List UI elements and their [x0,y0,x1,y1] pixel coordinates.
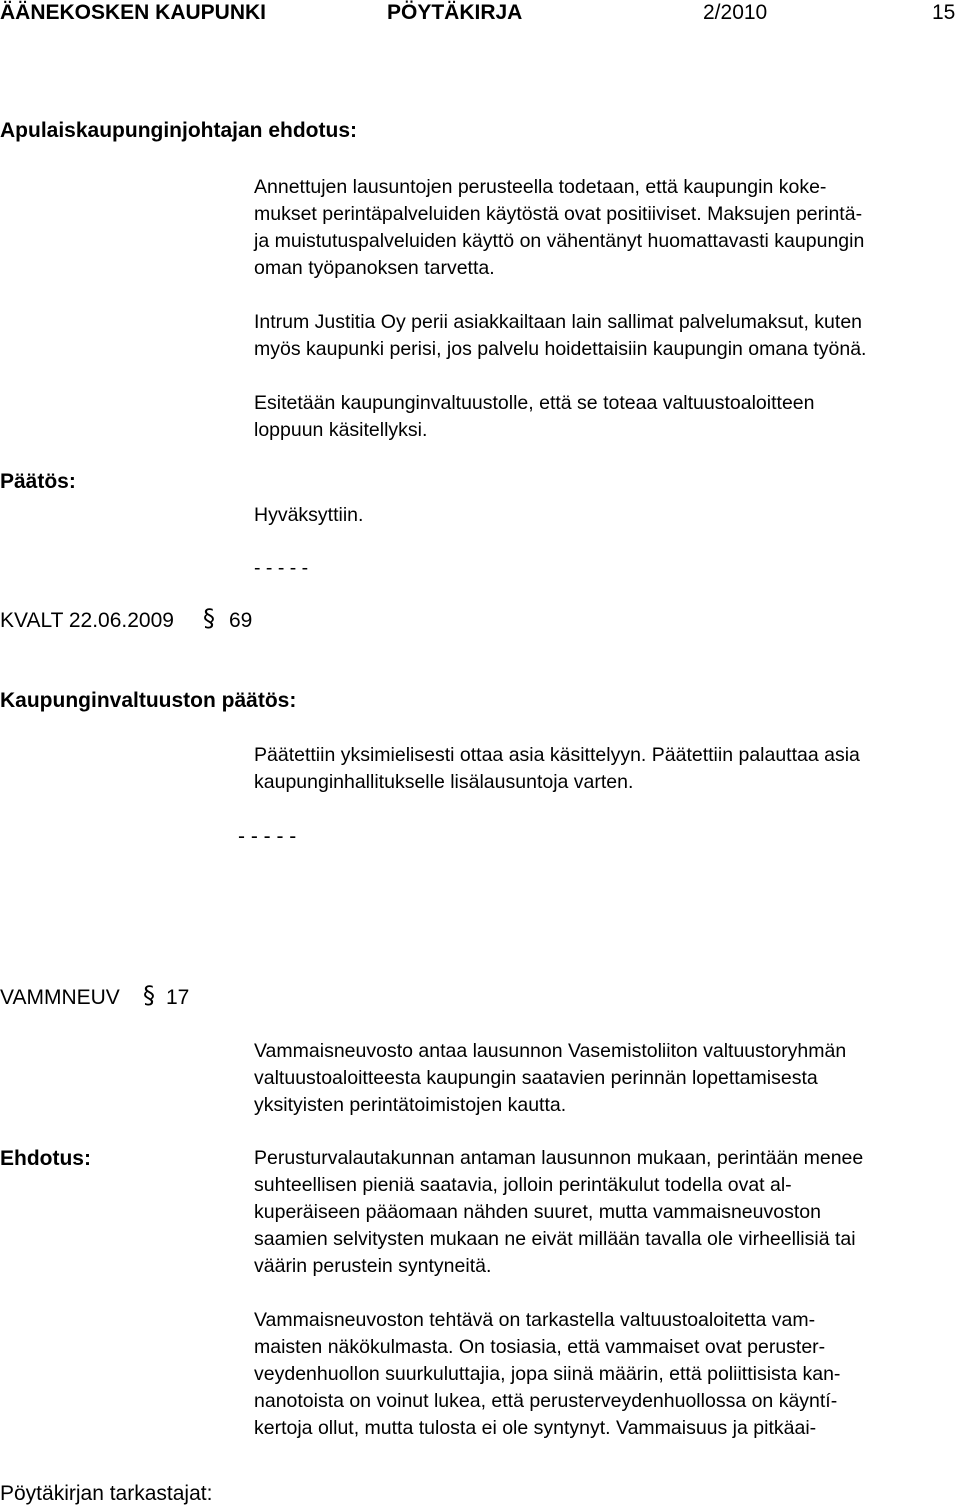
text-line: suhteellisen pieniä saatavia, jolloin perintäkulut todella ovat al- [254,1174,792,1196]
text-line: yksityisten perintätoimistojen kautta. [254,1094,567,1116]
proposal-heading: Apulaiskaupunginjohtajan ehdotus: [0,119,357,142]
text-line: Vammaisneuvosto antaa lausunnon Vasemistoliiton valtuustoryhmän [254,1040,847,1062]
text-line: Vammaisneuvoston tehtävä on tarkastella valtuustoaloitetta vam- [254,1309,816,1331]
text-line: maisten näkökulmasta. On tosiasia, että vammaiset ovat peruster- [254,1336,826,1358]
vammneuv-paragraph [254,1038,846,1119]
text-line: nanotoista on voinut lukea, että perusterveydenhuollossa on käyntí- [254,1390,838,1412]
document-number: 2/2010 [703,1,768,24]
decision-label: Päätös: [0,470,76,493]
text-line: mukset perintäpalveluiden käytöstä ovat positiiviset. Maksujen perintä- [254,203,863,225]
text-line: Annettujen lausuntojen perusteella todetaan, että kaupungin koke- [254,176,827,198]
ehdotus-paragraph-2 [254,1307,840,1442]
reviewers-label: Pöytäkirjan tarkastajat: [0,1482,213,1505]
text-line: kaupunginhallitukselle lisälausuntoja varten. [254,771,634,793]
text-line: kertoja ollut, mutta tulosta ei ole syntynyt. Vammaisuus ja pitkäai- [254,1417,817,1439]
text-line: Perusturvalautakunnan antaman lausunnon mukaan, perintään menee [254,1147,864,1169]
proposal-paragraph-3 [254,390,814,444]
organization-name: ÄÄNEKOSKEN KAUPUNKI [0,1,267,24]
decision-text: Hyväksyttiin. [254,504,364,526]
ehdotus-label: Ehdotus: [0,1147,91,1170]
page-number: 15 [932,1,956,24]
proposal-paragraph-1 [254,174,864,282]
council-decision-text [254,742,860,796]
text-line: Esitetään kaupunginvaltuustolle, että se toteaa valtuustoaloitteen [254,392,815,414]
proposal-paragraph-2 [254,309,866,363]
vammneuv-number: 17 [166,986,190,1009]
separator: - - - - - [254,557,309,579]
vammneuv-reference: VAMMNEUV [0,986,120,1009]
text-line: veydenhuollon suurkuluttajia, jopa siinä määrin, että poliittisista kan- [254,1363,841,1385]
text-line: saamien selvitysten mukaan ne eivät millään tavalla ole virheellisiä tai [254,1228,856,1250]
council-decision-heading: Kaupunginvaltuuston päätös: [0,689,297,712]
text-line: ja muistutuspalveluiden käyttö on vähentänyt huomattavasti kaupungin [254,230,865,252]
document-type: PÖYTÄKIRJA [387,1,523,24]
text-line: kuperäiseen pääomaan nähden suuret, mutta vammaisneuvoston [254,1201,821,1223]
kvalt-number: 69 [229,609,253,632]
text-line: väärin perustein syntyneitä. [254,1255,492,1277]
ehdotus-paragraph-1 [254,1145,863,1280]
text-line: myös kaupunki perisi, jos palvelu hoidettaisiin kaupungin omana työnä. [254,338,867,360]
kvalt-reference: KVALT 22.06.2009 [0,609,174,632]
section-sign-icon: § [143,981,155,1009]
text-line: Päätettiin yksimielisesti ottaa asia käsittelyyn. Päätettiin palauttaa asia [254,744,860,766]
text-line: valtuustoaloitteesta kaupungin saatavien perinnän lopettamisesta [254,1067,818,1089]
section-sign-icon: § [203,604,215,632]
text-line: Intrum Justitia Oy perii asiakkailtaan lain sallimat palvelumaksut, kuten [254,311,863,333]
separator: - - - - - [238,825,297,848]
text-line: loppuun käsitellyksi. [254,419,428,441]
text-line: oman työpanoksen tarvetta. [254,257,495,279]
